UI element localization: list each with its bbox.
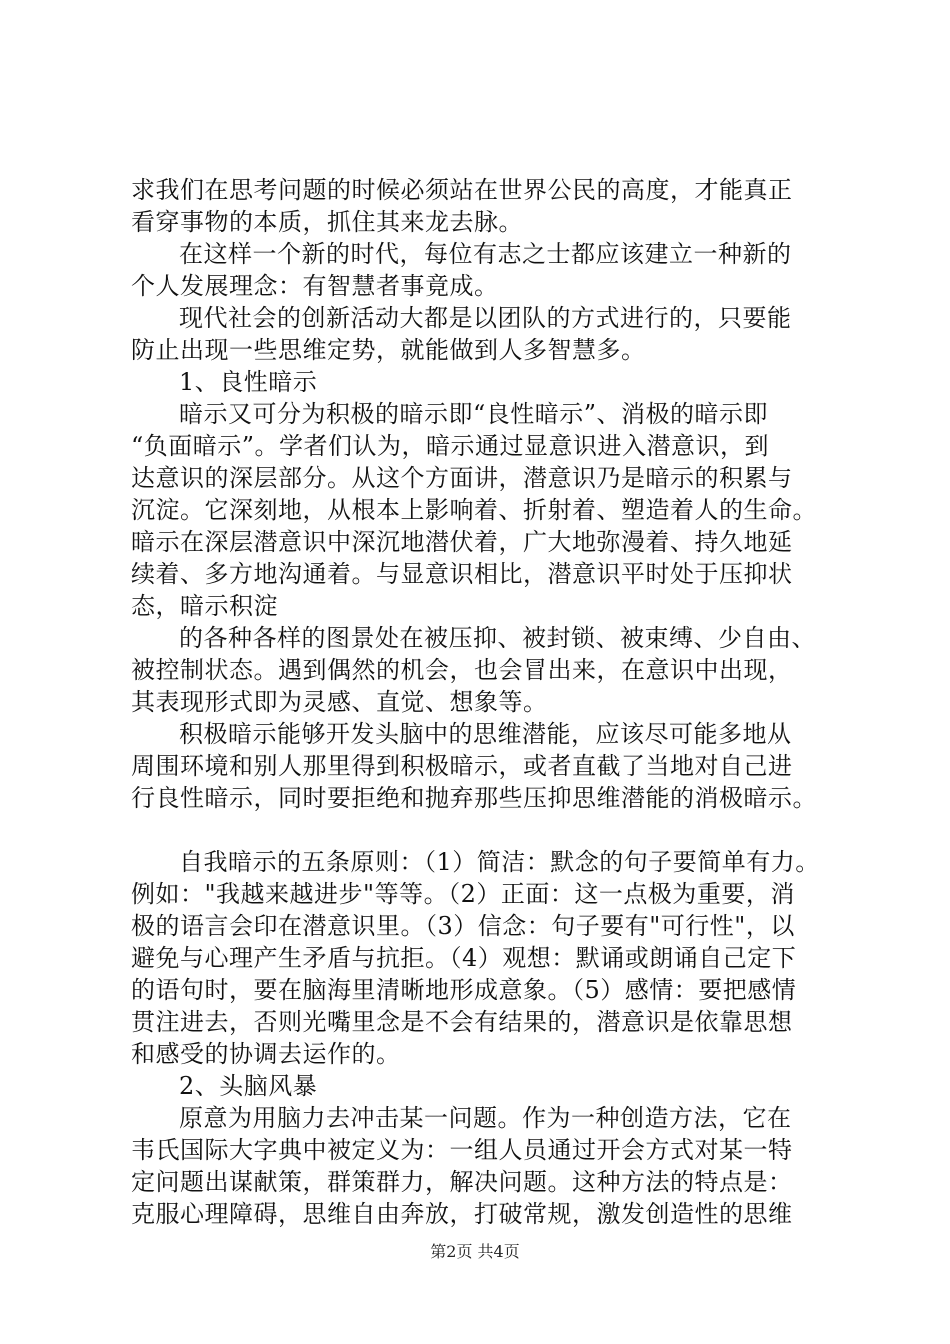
text-line: 暗示在深层潜意识中深沉地潜伏着，广大地弥漫着、持久地延 bbox=[131, 528, 793, 556]
page-number-text: 第2页 共4页 bbox=[430, 1242, 520, 1261]
text-line: 积极暗示能够开发头脑中的思维潜能，应该尽可能多地从 bbox=[179, 720, 792, 748]
text-line: 续着、多方地沟通着。与显意识相比，潜意识平时处于压抑状 bbox=[131, 560, 793, 588]
text-line: 原意为用脑力去冲击某一问题。作为一种创造方法，它在 bbox=[179, 1104, 792, 1132]
text-line: 定问题出谋献策，群策群力，解决问题。这种方法的特点是： bbox=[131, 1168, 793, 1196]
text-line: 在这样一个新的时代，每位有志之士都应该建立一种新的 bbox=[179, 240, 792, 268]
text-line: 的各种各样的图景处在被压抑、被封锁、被束缚、少自由、 bbox=[179, 624, 816, 652]
blank-line bbox=[131, 814, 831, 846]
text-line: 克服心理障碍，思维自由奔放，打破常规，激发创造性的思维 bbox=[131, 1200, 793, 1228]
text-line: 周围环境和别人那里得到积极暗示，或者直截了当地对自己进 bbox=[131, 752, 793, 780]
text-line: 2、头脑风暴 bbox=[179, 1072, 318, 1100]
text-line: 现代社会的创新活动大都是以团队的方式进行的，只要能 bbox=[179, 304, 792, 332]
text-line: 个人发展理念：有智慧者事竟成。 bbox=[131, 272, 499, 300]
text-line: 态，暗示积淀 bbox=[131, 592, 278, 620]
text-line: 极的语言会印在潜意识里。（3）信念：句子要有"可行性"，以 bbox=[131, 912, 795, 940]
text-line: 暗示又可分为积极的暗示即“良性暗示”、消极的暗示即 bbox=[179, 400, 769, 428]
text-line: 1、良性暗示 bbox=[179, 368, 318, 396]
text-line: 例如："我越来越进步"等等。（2）正面：这一点极为重要，消 bbox=[131, 880, 795, 908]
text-line: 达意识的深层部分。从这个方面讲，潜意识乃是暗示的积累与 bbox=[131, 464, 793, 492]
text-line: 贯注进去，否则光嘴里念是不会有结果的，潜意识是依靠思想 bbox=[131, 1008, 793, 1036]
text-line: 沉淀。它深刻地，从根本上影响着、折射着、塑造着人的生命。 bbox=[131, 496, 817, 524]
text-line: 被控制状态。遇到偶然的机会，也会冒出来，在意识中出现， bbox=[131, 656, 793, 684]
text-line: 韦氏国际大字典中被定义为：一组人员通过开会方式对某一特 bbox=[131, 1136, 793, 1164]
text-line: 其表现形式即为灵感、直觉、想象等。 bbox=[131, 688, 548, 716]
text-line: 防止出现一些思维定势，就能做到人多智慧多。 bbox=[131, 336, 646, 364]
text-line: 看穿事物的本质，抓住其来龙去脉。 bbox=[131, 208, 523, 236]
text-line: 行良性暗示，同时要拒绝和抛弃那些压抑思维潜能的消极暗示。 bbox=[131, 784, 817, 812]
text-line: 求我们在思考问题的时候必须站在世界公民的高度，才能真正 bbox=[131, 176, 793, 204]
text-line: 和感受的协调去运作的。 bbox=[131, 1040, 401, 1068]
text-line: 避免与心理产生矛盾与抗拒。（4）观想：默诵或朗诵自己定下 bbox=[131, 944, 797, 972]
text-line: 自我暗示的五条原则：（1）简洁：默念的句子要简单有力。 bbox=[179, 848, 820, 876]
text-line: 的语句时，要在脑海里清晰地形成意象。（5）感情：要把感情 bbox=[131, 976, 797, 1004]
text-line: “负面暗示”。学者们认为，暗示通过显意识进入潜意识，到 bbox=[131, 432, 770, 460]
document-body bbox=[131, 174, 831, 1230]
page-footer bbox=[0, 1240, 950, 1264]
